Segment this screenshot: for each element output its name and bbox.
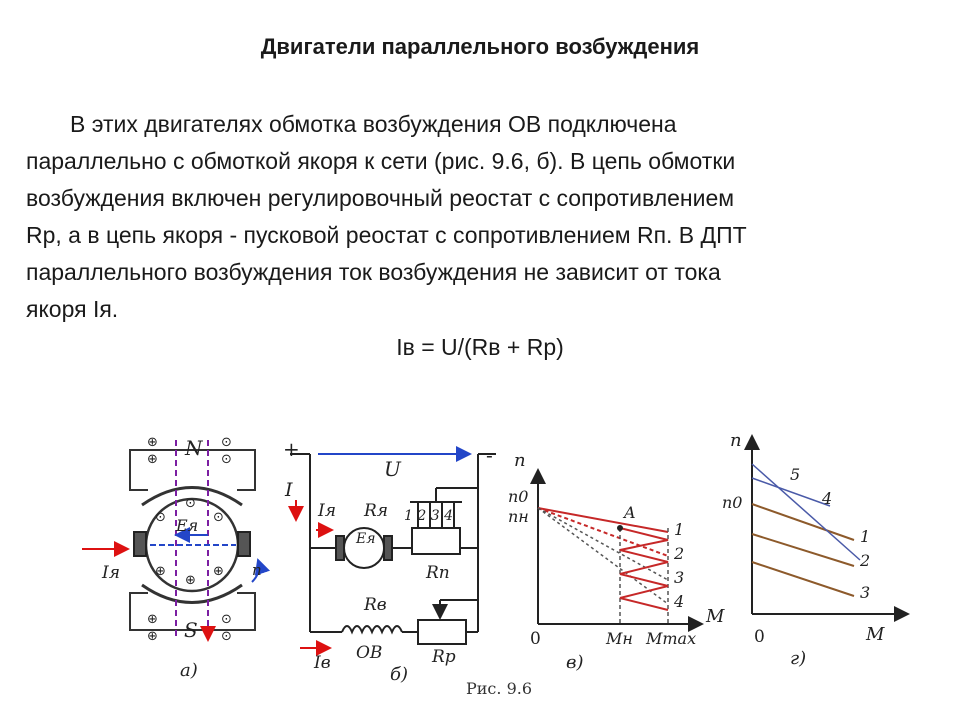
panel-b-label: б): [390, 664, 409, 685]
formula: Iв = U/(Rв + Rр): [396, 334, 564, 360]
svg-text:⊕: ⊕: [155, 564, 166, 579]
svg-text:⊙: ⊙: [221, 612, 232, 627]
svg-text:⊕: ⊕: [147, 629, 158, 644]
panel-v-label: в): [566, 652, 584, 673]
v-n0-label: n0: [508, 487, 529, 506]
v-nn-label: nн: [508, 507, 529, 526]
armature-current-label: Iя: [102, 563, 120, 583]
paragraph-line: Rр, а в цепь якоря - пусковой реостат с сопротивлением Rп. В ДПТ: [26, 222, 747, 248]
svg-text:⊕: ⊕: [147, 435, 158, 450]
emf-label: Eя: [176, 516, 199, 535]
supply-current-label: I: [285, 479, 293, 501]
paragraph-line: якоря Iя.: [26, 296, 119, 322]
v-mn-label: Mн: [606, 629, 633, 648]
north-pole-label: N: [185, 436, 203, 460]
point-a-marker: [617, 525, 623, 531]
svg-text:⊕: ⊕: [213, 564, 224, 579]
g-curve-3: 3: [860, 583, 871, 602]
armature-resistance-label: Rя: [364, 501, 389, 521]
v-curve-2: 2: [674, 544, 685, 563]
slide-title: Двигатели параллельного возбуждения: [260, 34, 700, 59]
panel-g-graph: [752, 436, 908, 614]
g-curve-4: 4: [822, 489, 833, 508]
field-rheostat-label: Rр: [432, 647, 456, 667]
panel-a-label: а): [180, 660, 198, 681]
svg-text:⊕: ⊕: [147, 452, 158, 467]
svg-text:⊙: ⊙: [221, 452, 232, 467]
svg-text:⊕: ⊕: [185, 573, 196, 588]
svg-text:⊙: ⊙: [213, 510, 224, 525]
plus-terminal: +: [283, 437, 300, 461]
g-origin-label: 0: [754, 627, 765, 647]
g-curve-2: 2: [860, 551, 871, 570]
g-n0-label: n0: [722, 493, 743, 512]
panel-a-machine-diagram: [130, 450, 255, 630]
v-point-a-label: A: [624, 503, 636, 522]
speed-label: n: [252, 561, 262, 579]
start-resistor-label: Rп: [426, 563, 450, 583]
svg-text:⊙: ⊙: [185, 496, 196, 511]
v-curve-1: 1: [674, 520, 685, 539]
minus-terminal: -: [486, 443, 493, 467]
paragraph-line: возбуждения включен регулировочный реостат с сопротивлением: [26, 185, 735, 211]
voltage-label: U: [384, 457, 401, 481]
field-current-label: Iв: [314, 653, 331, 673]
figure-caption: Рис. 9.6: [466, 679, 533, 698]
g-y-axis-label: n: [730, 430, 742, 451]
paragraph-line: параллельного возбуждения ток возбуждения не зависит от тока: [26, 259, 721, 285]
paragraph-line: параллельно с обмоткой якоря к сети (рис. 9.6, б). В цепь обмотки: [26, 148, 736, 174]
tap-labels: 1 2 3 4: [404, 508, 453, 524]
field-winding-label: ОВ: [356, 643, 383, 663]
svg-text:⊙: ⊙: [155, 510, 166, 525]
v-origin-label: 0: [530, 629, 541, 649]
field-resistance-label: Rв: [364, 595, 387, 615]
paragraph-line: В этих двигателях обмотка возбуждения ОВ подключена: [70, 111, 677, 137]
conductor-symbols: [147, 435, 232, 644]
panel-g-label: г): [790, 648, 807, 669]
v-y-axis-label: n: [514, 450, 526, 471]
panel-b-circuit: [290, 454, 496, 644]
armature-current-b-label: Iя: [318, 501, 336, 521]
emf-b-label: Eя: [356, 531, 376, 547]
south-pole-label: S: [184, 618, 198, 642]
g-curve-5: 5: [790, 465, 801, 484]
magnetic-flux-lines: [176, 440, 208, 640]
svg-text:⊙: ⊙: [221, 629, 232, 644]
svg-text:⊕: ⊕: [147, 612, 158, 627]
v-curve-3: 3: [674, 568, 685, 587]
g-curve-1: 1: [860, 527, 871, 546]
svg-text:⊙: ⊙: [221, 435, 232, 450]
v-curve-4: 4: [674, 592, 685, 611]
v-mmax-label: Mmax: [646, 629, 697, 648]
v-x-axis-label: M: [706, 606, 725, 627]
g-x-axis-label: M: [866, 624, 885, 645]
